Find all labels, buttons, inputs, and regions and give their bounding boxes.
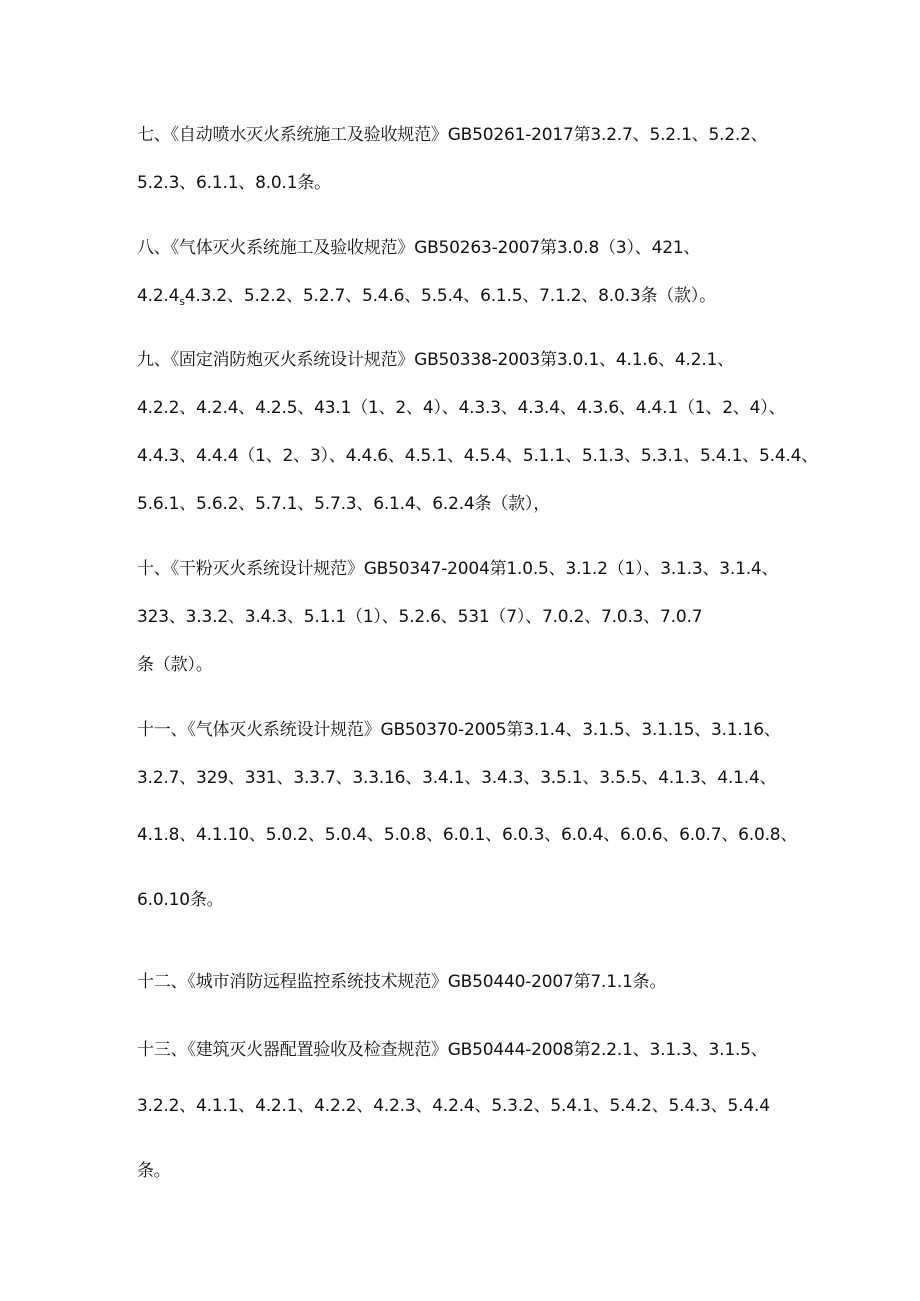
section-10-line-3: 条（款）。: [137, 655, 213, 675]
section-13-line-1: 十三、《建筑灭火器配置验收及检查规范》GB50444-2008第2.2.1、3.1.3、3.1.5、: [137, 1040, 768, 1060]
section-12-line-1: 十二、《城市消防远程监控系统技术规范》GB50440-2007第7.1.1条。: [137, 972, 667, 992]
section-8-line-1: 八、《气体灭火系统施工及验收规范》GB50263-2007第3.0.8（3）、421、: [137, 238, 701, 258]
section-8-line-2-sub: s: [179, 295, 185, 308]
section-11-line-4: 6.0.10条。: [137, 890, 224, 910]
section-8-line-2-post: 4.3.2、5.2.2、5.2.7、5.4.6、5.5.4、6.1.5、7.1.2、8.0.3条（款）。: [184, 286, 716, 306]
section-11-line-1: 十一、《气体灭火系统设计规范》GB50370-2005第3.1.4、3.1.5、3.1.15、3.1.16、: [137, 720, 781, 740]
section-13-line-2: 3.2.2、4.1.1、4.2.1、4.2.2、4.2.3、4.2.4、5.3.2、5.4.1、5.4.2、5.4.3、5.4.4: [137, 1096, 770, 1116]
section-10-line-2: 323、3.3.2、3.4.3、5.1.1（1）、5.2.6、531（7）、7.0.2、7.0.3、7.0.7: [137, 607, 703, 627]
section-8-line-2-pre: 4.2.4: [137, 286, 180, 306]
section-8-line-2: [137, 285, 716, 313]
section-10-line-1: 十、《干粉灭火系统设计规范》GB50347-2004第1.0.5、3.1.2（1）、3.1.3、3.1.4、: [137, 559, 779, 579]
section-9-line-2: 4.2.2、4.2.4、4.2.5、43.1（1、2、4）、4.3.3、4.3.4、4.3.6、4.4.1（1、2、4）、: [137, 398, 786, 418]
section-7-line-2: 5.2.3、6.1.1、8.0.1条。: [137, 173, 331, 193]
section-7-line-1: 七、《自动喷水灭火系统施工及验收规范》GB50261-2017第3.2.7、5.2.1、5.2.2、: [137, 125, 768, 145]
section-13-line-3: 条。: [137, 1161, 171, 1181]
section-9-line-4: 5.6.1、5.6.2、5.7.1、5.7.3、6.1.4、6.2.4条（款），: [137, 494, 551, 514]
section-11-line-2: 3.2.7、329、331、3.3.7、3.3.16、3.4.1、3.4.3、3.5.1、3.5.5、4.1.3、4.1.4、: [137, 768, 777, 788]
section-9-line-1: 九、《固定消防炮灭火系统设计规范》GB50338-2003第3.0.1、4.1.6、4.2.1、: [137, 350, 734, 370]
section-9-line-3: 4.4.3、4.4.4（1、2、3）、4.4.6、4.5.1、4.5.4、5.1.1、5.1.3、5.3.1、5.4.1、5.4.4、: [137, 446, 819, 466]
section-11-line-3: 4.1.8、4.1.10、5.0.2、5.0.4、5.0.8、6.0.1、6.0.3、6.0.4、6.0.6、6.0.7、6.0.8、: [137, 825, 798, 845]
